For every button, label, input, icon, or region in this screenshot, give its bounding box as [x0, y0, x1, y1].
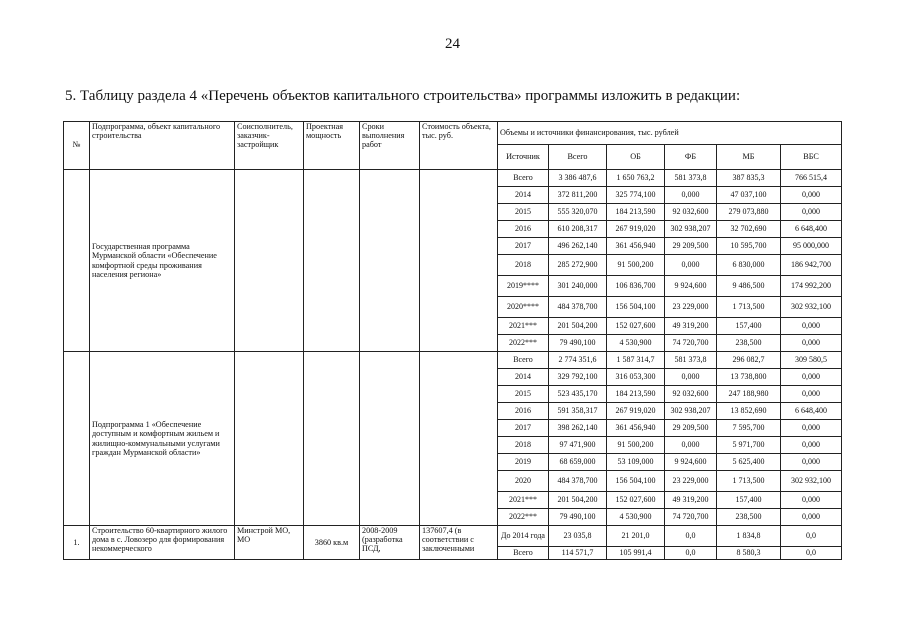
- cell-source: 2018: [498, 255, 549, 276]
- empty-cell: [420, 170, 498, 352]
- cell-total: 68 659,000: [549, 454, 607, 471]
- cell-total: 2 774 351,6: [549, 352, 607, 369]
- cell-fb: 49 319,200: [665, 492, 717, 509]
- cell-vbs: 0,000: [781, 187, 842, 204]
- empty-cell: [360, 170, 420, 352]
- cell-source: Всего: [498, 170, 549, 187]
- cell-vbs: 766 515,4: [781, 170, 842, 187]
- header-financing: Объемы и источники финансирования, тыс. рублей: [498, 122, 842, 145]
- cell-mb: 1 713,500: [717, 471, 781, 492]
- cell-vbs: 302 932,100: [781, 297, 842, 318]
- cell-total: 114 571,7: [549, 547, 607, 560]
- cell-ob: 4 530,900: [607, 335, 665, 352]
- header-num: №: [64, 122, 90, 170]
- cell-source: 2018: [498, 437, 549, 454]
- header-ob: ОБ: [607, 145, 665, 170]
- cell-vbs: 6 648,400: [781, 221, 842, 238]
- cell-mb: 32 702,690: [717, 221, 781, 238]
- item1-executor: Минстрой МО, МО: [235, 526, 304, 560]
- cell-vbs: 0,0: [781, 526, 842, 547]
- row-num-cell: [64, 352, 90, 526]
- cell-mb: 9 486,500: [717, 276, 781, 297]
- cell-ob: 152 027,600: [607, 492, 665, 509]
- cell-ob: 91 500,200: [607, 255, 665, 276]
- cell-vbs: 6 648,400: [781, 403, 842, 420]
- cell-source: 2019****: [498, 276, 549, 297]
- cell-total: 329 792,100: [549, 369, 607, 386]
- table-row: [64, 170, 842, 187]
- cell-total: 201 504,200: [549, 318, 607, 335]
- cell-mb: 13 738,800: [717, 369, 781, 386]
- cell-ob: 21 201,0: [607, 526, 665, 547]
- header-subprogram: Подпрограмма, объект капитального строительства: [90, 122, 235, 170]
- cell-mb: 5 971,700: [717, 437, 781, 454]
- cell-total: 398 262,140: [549, 420, 607, 437]
- cell-fb: 74 720,700: [665, 509, 717, 526]
- header-executor: Соисполнитель, заказчик-застройщик: [235, 122, 304, 170]
- cell-fb: 0,0: [665, 526, 717, 547]
- cell-ob: 361 456,940: [607, 238, 665, 255]
- cell-total: 610 208,317: [549, 221, 607, 238]
- cell-fb: 0,000: [665, 187, 717, 204]
- cell-vbs: 0,000: [781, 420, 842, 437]
- empty-cell: [304, 352, 360, 526]
- cell-total: 3 386 487,6: [549, 170, 607, 187]
- cell-source: 2015: [498, 386, 549, 403]
- item1-num: 1.: [64, 526, 90, 560]
- cell-mb: 1 834,8: [717, 526, 781, 547]
- cell-source: 2015: [498, 204, 549, 221]
- cell-source: 2020****: [498, 297, 549, 318]
- cell-total: 201 504,200: [549, 492, 607, 509]
- cell-source: 2019: [498, 454, 549, 471]
- header-capacity: Проектная мощность: [304, 122, 360, 170]
- cell-ob: 361 456,940: [607, 420, 665, 437]
- page-number: 24: [445, 36, 460, 52]
- cell-mb: 10 595,700: [717, 238, 781, 255]
- cell-fb: 0,000: [665, 369, 717, 386]
- cell-vbs: 95 000,000: [781, 238, 842, 255]
- table-row: [64, 526, 842, 547]
- cell-total: 591 358,317: [549, 403, 607, 420]
- item1-capacity: 3860 кв.м: [304, 526, 360, 560]
- cell-total: 285 272,900: [549, 255, 607, 276]
- cell-vbs: 186 942,700: [781, 255, 842, 276]
- cell-ob: 267 919,020: [607, 403, 665, 420]
- cell-vbs: 0,000: [781, 335, 842, 352]
- cell-source: 2022***: [498, 509, 549, 526]
- item1-period: 2008-2009 (разработка ПСД,: [360, 526, 420, 560]
- cell-ob: 325 774,100: [607, 187, 665, 204]
- cell-source: 2020: [498, 471, 549, 492]
- cell-vbs: 0,000: [781, 386, 842, 403]
- cell-fb: 23 229,000: [665, 471, 717, 492]
- table-body: [64, 170, 842, 560]
- cell-fb: 92 032,600: [665, 204, 717, 221]
- cell-ob: 4 530,900: [607, 509, 665, 526]
- header-fb: ФБ: [665, 145, 717, 170]
- cell-source: 2021***: [498, 492, 549, 509]
- header-source: Источник: [498, 145, 549, 170]
- cell-fb: 0,0: [665, 547, 717, 560]
- cell-source: 2014: [498, 187, 549, 204]
- cell-vbs: 174 992,200: [781, 276, 842, 297]
- cell-total: 23 035,8: [549, 526, 607, 547]
- item1-cost: 137607,4 (в соответствии с заключенными: [420, 526, 498, 560]
- cell-source: Всего: [498, 352, 549, 369]
- cell-total: 555 320,070: [549, 204, 607, 221]
- cell-vbs: 302 932,100: [781, 471, 842, 492]
- cell-mb: 157,400: [717, 318, 781, 335]
- cell-fb: 302 938,207: [665, 403, 717, 420]
- cell-source: 2017: [498, 420, 549, 437]
- cell-fb: 9 924,600: [665, 454, 717, 471]
- group2-title: Подпрограмма 1 «Обеспечение доступным и комфортным жильем и жилищно-коммунальными услугами граждан Мурманской области»: [90, 352, 235, 526]
- cell-ob: 152 027,600: [607, 318, 665, 335]
- cell-vbs: 0,0: [781, 547, 842, 560]
- cell-mb: 13 852,690: [717, 403, 781, 420]
- empty-cell: [235, 170, 304, 352]
- cell-fb: 74 720,700: [665, 335, 717, 352]
- row-num-cell: [64, 170, 90, 352]
- cell-vbs: 309 580,5: [781, 352, 842, 369]
- cell-mb: 47 037,100: [717, 187, 781, 204]
- cell-fb: 302 938,207: [665, 221, 717, 238]
- cell-ob: 316 053,300: [607, 369, 665, 386]
- capital-construction-table: [63, 121, 842, 560]
- cell-source: 2021***: [498, 318, 549, 335]
- cell-total: 372 811,200: [549, 187, 607, 204]
- empty-cell: [420, 352, 498, 526]
- cell-source: Всего: [498, 547, 549, 560]
- cell-source: 2014: [498, 369, 549, 386]
- cell-total: 484 378,700: [549, 297, 607, 318]
- empty-cell: [360, 352, 420, 526]
- cell-fb: 49 319,200: [665, 318, 717, 335]
- table-row: [64, 352, 842, 369]
- cell-source: 2016: [498, 221, 549, 238]
- cell-vbs: 0,000: [781, 509, 842, 526]
- cell-mb: 387 835,3: [717, 170, 781, 187]
- cell-total: 484 378,700: [549, 471, 607, 492]
- cell-ob: 91 500,200: [607, 437, 665, 454]
- group1-title: Государственная программа Мурманской области «Обеспечение комфортной среды проживания населения региона»: [90, 170, 235, 352]
- cell-mb: 157,400: [717, 492, 781, 509]
- cell-source: 2017: [498, 238, 549, 255]
- cell-vbs: 0,000: [781, 454, 842, 471]
- cell-ob: 1 650 763,2: [607, 170, 665, 187]
- cell-ob: 106 836,700: [607, 276, 665, 297]
- header-period: Сроки выполнения работ: [360, 122, 420, 170]
- header-mb: МБ: [717, 145, 781, 170]
- cell-mb: 296 082,7: [717, 352, 781, 369]
- section-heading: 5. Таблицу раздела 4 «Перечень объектов капитального строительства» программы изложить в редакции:: [65, 88, 741, 104]
- cell-fb: 29 209,500: [665, 238, 717, 255]
- cell-total: 79 490,100: [549, 335, 607, 352]
- cell-vbs: 0,000: [781, 437, 842, 454]
- cell-total: 97 471,900: [549, 437, 607, 454]
- cell-ob: 1 587 314,7: [607, 352, 665, 369]
- cell-ob: 184 213,590: [607, 386, 665, 403]
- cell-total: 523 435,170: [549, 386, 607, 403]
- cell-fb: 581 373,8: [665, 170, 717, 187]
- cell-vbs: 0,000: [781, 369, 842, 386]
- cell-fb: 29 209,500: [665, 420, 717, 437]
- empty-cell: [235, 352, 304, 526]
- header-total: Всего: [549, 145, 607, 170]
- header-vbs: ВБС: [781, 145, 842, 170]
- cell-ob: 267 919,020: [607, 221, 665, 238]
- cell-ob: 156 504,100: [607, 471, 665, 492]
- empty-cell: [304, 170, 360, 352]
- cell-mb: 238,500: [717, 335, 781, 352]
- cell-vbs: 0,000: [781, 204, 842, 221]
- cell-mb: 5 625,400: [717, 454, 781, 471]
- cell-total: 301 240,000: [549, 276, 607, 297]
- cell-ob: 156 504,100: [607, 297, 665, 318]
- cell-fb: 92 032,600: [665, 386, 717, 403]
- cell-mb: 238,500: [717, 509, 781, 526]
- cell-fb: 9 924,600: [665, 276, 717, 297]
- cell-fb: 0,000: [665, 255, 717, 276]
- cell-mb: 7 595,700: [717, 420, 781, 437]
- cell-mb: 279 073,880: [717, 204, 781, 221]
- cell-mb: 8 580,3: [717, 547, 781, 560]
- cell-mb: 1 713,500: [717, 297, 781, 318]
- cell-mb: 6 830,000: [717, 255, 781, 276]
- cell-ob: 184 213,590: [607, 204, 665, 221]
- cell-fb: 23 229,000: [665, 297, 717, 318]
- header-cost: Стоимость объекта, тыс. руб.: [420, 122, 498, 170]
- cell-source: 2022***: [498, 335, 549, 352]
- cell-ob: 53 109,000: [607, 454, 665, 471]
- cell-source: До 2014 года: [498, 526, 549, 547]
- cell-total: 496 262,140: [549, 238, 607, 255]
- cell-vbs: 0,000: [781, 318, 842, 335]
- cell-ob: 105 991,4: [607, 547, 665, 560]
- cell-fb: 0,000: [665, 437, 717, 454]
- cell-vbs: 0,000: [781, 492, 842, 509]
- cell-total: 79 490,100: [549, 509, 607, 526]
- cell-fb: 581 373,8: [665, 352, 717, 369]
- cell-mb: 247 188,980: [717, 386, 781, 403]
- cell-source: 2016: [498, 403, 549, 420]
- item1-name: Строительство 60-квартирного жилого дома в с. Ловозеро для формирования некоммерческого: [90, 526, 235, 560]
